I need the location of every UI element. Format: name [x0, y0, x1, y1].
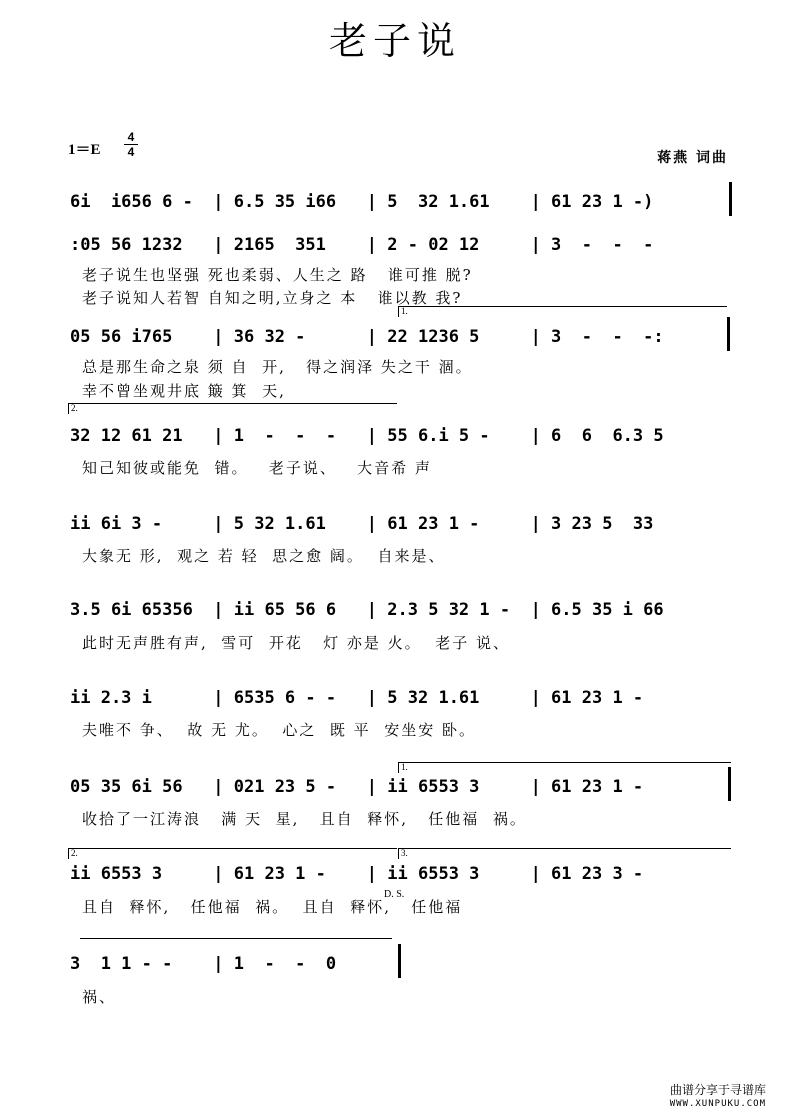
score-system: [70, 424, 732, 454]
key-signature: 1＝E: [68, 142, 101, 158]
lyric-line: 知己知彼或能免 错。 老子说、 大音希 声: [82, 459, 432, 477]
notation-line: 32 12 61 21 | 1 - - - | 55 6.i 5 - | 6 6 6.3 5: [70, 426, 664, 446]
notation-line: ii 6553 3 | 61 23 1 - | ii 6553 3 | 61 23 3 -: [70, 864, 644, 884]
lyric-line: 老子说知人若智 自知之明,立身之 本 谁以教 我?: [82, 289, 463, 307]
volta-bracket: 2.: [68, 848, 397, 859]
score-system: [70, 952, 732, 982]
page-title: 老子说: [328, 19, 461, 63]
lyric-line: 老子说生也坚强 死也柔弱、人生之 路 谁可推 脱?: [82, 266, 473, 284]
time-signature-bottom: 4: [127, 145, 135, 159]
notation-line: 3.5 6i 65356 | ii 65 56 6 | 2.3 5 32 1 - | 6.5 35 i 66: [70, 600, 664, 620]
time-signature-top: 4: [127, 130, 135, 144]
lyric-line: 大象无 形, 观之 若 轻 思之愈 阔。 自来是、: [82, 547, 446, 565]
footer-text: 曲谱分享于寻谱库: [669, 1083, 766, 1097]
score-system: [70, 775, 732, 805]
volta-bracket: 1.: [398, 306, 727, 317]
composer-credit: 蒋燕 词曲: [657, 150, 728, 166]
score-system: [70, 862, 732, 892]
score-system: [70, 686, 732, 716]
lyric-line: 此时无声胜有声, 雪可 开花 灯 亦是 火。 老子 说、: [82, 634, 510, 652]
score-system: [70, 598, 732, 628]
notation-line: ii 2.3 i | 6535 6 - - | 5 32 1.61 | 61 23 1 -: [70, 688, 644, 708]
notation-line: ii 6i 3 - | 5 32 1.61 | 61 23 1 - | 3 23 5 33: [70, 514, 654, 534]
lyric-line: 幸不曾坐观井底 簸 箕 天,: [82, 382, 286, 400]
notation-line: :05 56 1232 | 2165 351 | 2 - 02 12 | 3 - - -: [70, 235, 654, 255]
lyric-line: 收拾了一江涛浪 满 天 星, 且自 释怀, 任他福 祸。: [82, 810, 527, 828]
volta-bracket: 2.: [68, 403, 397, 414]
score-system: [70, 190, 732, 220]
dal-segno-marking: D. S.: [384, 889, 405, 900]
notation-line: 6i i656 6 - | 6.5 35 i66 | 5 32 1.61 | 61 23 1 -): [70, 192, 654, 212]
footer-watermark: [670, 1083, 766, 1111]
lyric-line: 总是那生命之泉 须 自 开, 得之润泽 失之干 涸。: [82, 358, 473, 376]
time-signature: [124, 131, 138, 158]
lyric-line: 且自 释怀, 任他福 祸。 且自 释怀, 任他福: [82, 898, 463, 916]
notation-line: 05 56 i765 | 36 32 - | 22 1236 5 | 3 - - -:: [70, 327, 664, 347]
lyric-line: 夫唯不 争、 故 无 尤。 心之 既 平 安坐安 卧。: [82, 721, 476, 739]
notation-line: 05 35 6i 56 | 021 23 5 - | ii 6553 3 | 61 23 1 -: [70, 777, 644, 797]
notation-line: 3 1 1 - - | 1 - - 0: [70, 954, 337, 974]
score-system: [70, 233, 732, 263]
score-system: [70, 512, 732, 542]
score-system: [70, 325, 732, 355]
footer-url: WWW.XUNPUKU.COM: [669, 1099, 766, 1109]
lyric-line: 祸、: [82, 988, 117, 1006]
volta-bracket: 1.: [398, 762, 731, 773]
volta-bracket: 3.: [398, 848, 731, 859]
